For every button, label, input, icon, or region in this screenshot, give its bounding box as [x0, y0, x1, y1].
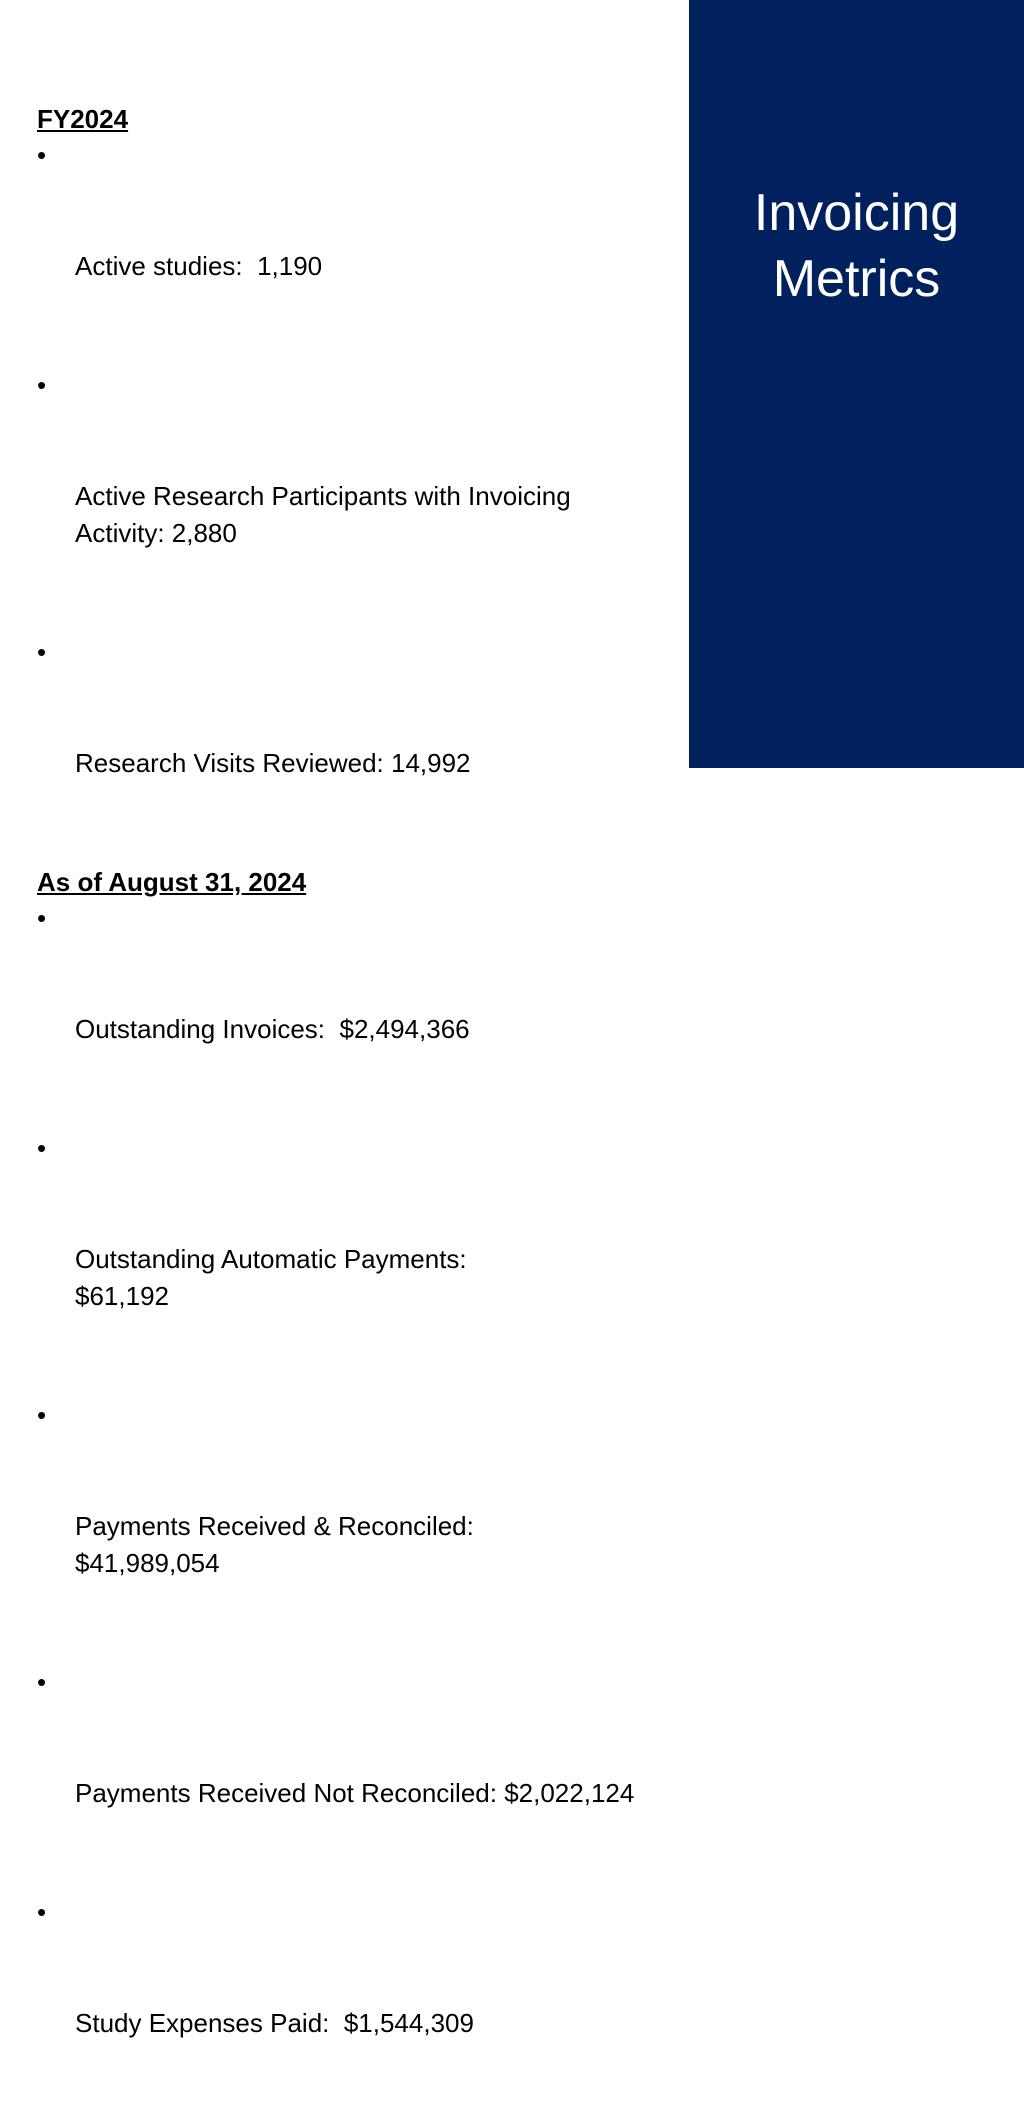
bullet-icon: • [37, 140, 47, 170]
list-item [37, 137, 657, 359]
fy2024-list [37, 137, 657, 856]
list-item [37, 1397, 555, 1656]
metrics-content [37, 101, 657, 2124]
bullet-icon: • [37, 1897, 47, 1927]
list-item [37, 1894, 657, 2116]
slide-title [689, 180, 1024, 312]
section-heading-fy2024: FY2024 [37, 104, 129, 134]
section-heading-as-of: As of August 31, 2024 [37, 867, 307, 897]
bullet-icon: • [37, 370, 47, 400]
item-study-expenses: Study Expenses Paid: $1,544,309 [75, 2008, 474, 2038]
title-sidebar [689, 0, 1024, 768]
bullet-icon: • [37, 903, 47, 933]
bullet-icon: • [37, 1400, 47, 1430]
slide-title-line-1: Invoicing [753, 184, 960, 242]
list-item [37, 1130, 555, 1389]
as-of-list [37, 900, 657, 2116]
bullet-icon: • [37, 1667, 47, 1697]
slide-title-line-2: Metrics [772, 250, 941, 308]
list-item [37, 900, 657, 1122]
list-item [37, 634, 657, 856]
item-visits-reviewed: Research Visits Reviewed: 14,992 [75, 748, 471, 778]
item-outstanding-auto-payments: Outstanding Automatic Payments: $61,192 [75, 1244, 474, 1311]
item-active-participants: Active Research Participants with Invoicing Activity: 2,880 [75, 481, 577, 548]
list-item [37, 1664, 635, 1886]
list-item [37, 367, 575, 626]
item-active-studies: Active studies: 1,190 [75, 251, 323, 281]
item-payments-reconciled: Payments Received & Reconciled: $41,989,054 [75, 1511, 482, 1578]
bullet-icon: • [37, 1133, 47, 1163]
item-payments-not-reconciled: Payments Received Not Reconciled: $2,022,124 [75, 1778, 635, 1808]
item-outstanding-invoices: Outstanding Invoices: $2,494,366 [75, 1014, 470, 1044]
bullet-icon: • [37, 637, 47, 667]
